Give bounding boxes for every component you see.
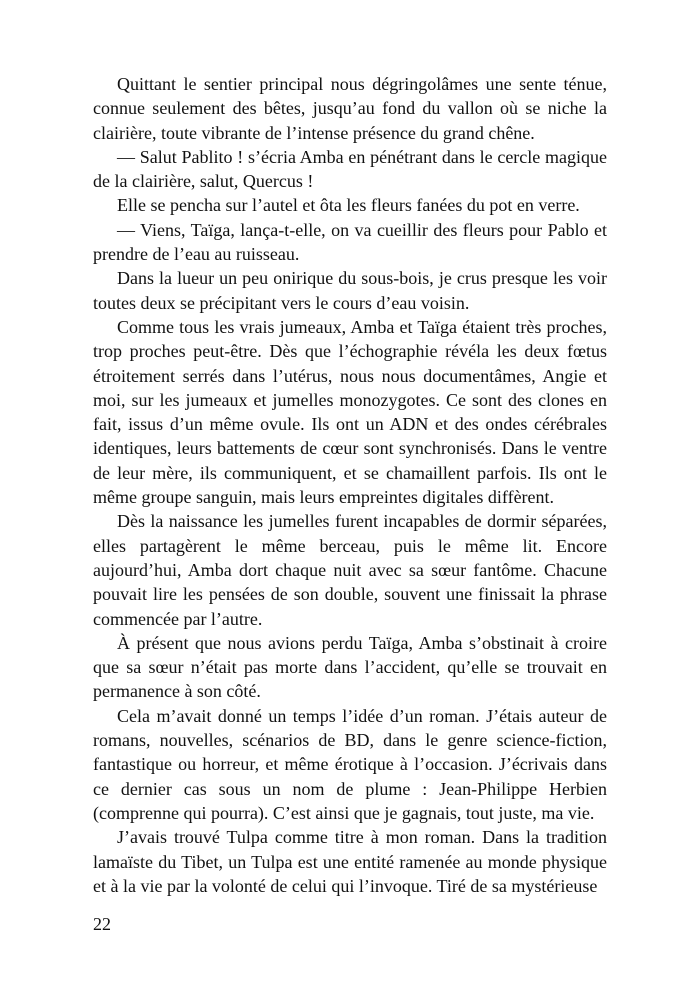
paragraph: Comme tous les vrais jumeaux, Amba et Taïga étaient très proches, trop proches peut-être. Dès que l’échographie révéla les deux fœtus étroitement serrés dans l’utérus, nous nous documentâmes, Angie et moi, sur les jumeaux et jumelles monozygotes. Ce sont des clones en fait, issus d’un même ovule. Ils ont un ADN et des ondes cérébrales identiques, leurs battements de cœur sont synchronisés. Dans le ventre de leur mère, ils communiquent, et se chamaillent parfois. Ils ont le même groupe sanguin, mais leurs empreintes digitales diffèrent. xyxy=(93,316,607,508)
paragraph: À présent que nous avions perdu Taïga, Amba s’obstinait à croire que sa sœur n’était pas morte dans l’accident, qu’elle se trouvait en permanence à son côté. xyxy=(93,632,607,702)
paragraph: Elle se pencha sur l’autel et ôta les fleurs fanées du pot en verre. xyxy=(117,195,580,216)
paragraph: Cela m’avait donné un temps l’idée d’un roman. J’étais auteur de romans, nouvelles, scénarios de BD, dans le genre science-fiction, fantastique ou horreur, et même érotique à l’occasion. J’écrivais dans ce dernier cas sous un nom de plume : Jean-Philippe Herbien (comprenne qui pourra). C’est ainsi que je gagnais, tout juste, ma vie. xyxy=(93,705,607,823)
page-number: 22 xyxy=(93,914,111,934)
paragraph: — Salut Pablito ! s’écria Amba en pénétrant dans le cercle magique de la clairière, salut, Quercus ! xyxy=(93,146,607,192)
paragraph: Dans la lueur un peu onirique du sous-bois, je crus presque les voir toutes deux se précipitant vers le cours d’eau voisin. xyxy=(93,268,607,313)
paragraph: — Viens, Taïga, lança-t-elle, on va cueillir des fleurs pour Pablo et prendre de l’eau au ruisseau. xyxy=(93,219,607,265)
paragraph: Dès la naissance les jumelles furent incapables de dormir séparées, elles partagèrent le même berceau, puis le même lit. Encore aujourd’hui, Amba dort chaque nuit avec sa sœur fantôme. Chacune pouvait lire les pensées de son double, souvent une finissait la phrase commencée par l’autre. xyxy=(93,511,607,629)
paragraph: Quittant le sentier principal nous dégringolâmes une sente ténue, connue seulement des bêtes, jusqu’au fond du vallon où se niche la clairière, toute vibrante de l’intense présence du grand chêne. xyxy=(93,74,607,143)
page-body xyxy=(93,72,607,898)
paragraph: J’avais trouvé Tulpa comme titre à mon roman. Dans la tradition lamaïste du Tibet, un Tulpa est une entité ramenée au monde physique et à la vie par la volonté de celui qui l’invoque. Tiré de sa mystérieuse xyxy=(93,827,607,896)
